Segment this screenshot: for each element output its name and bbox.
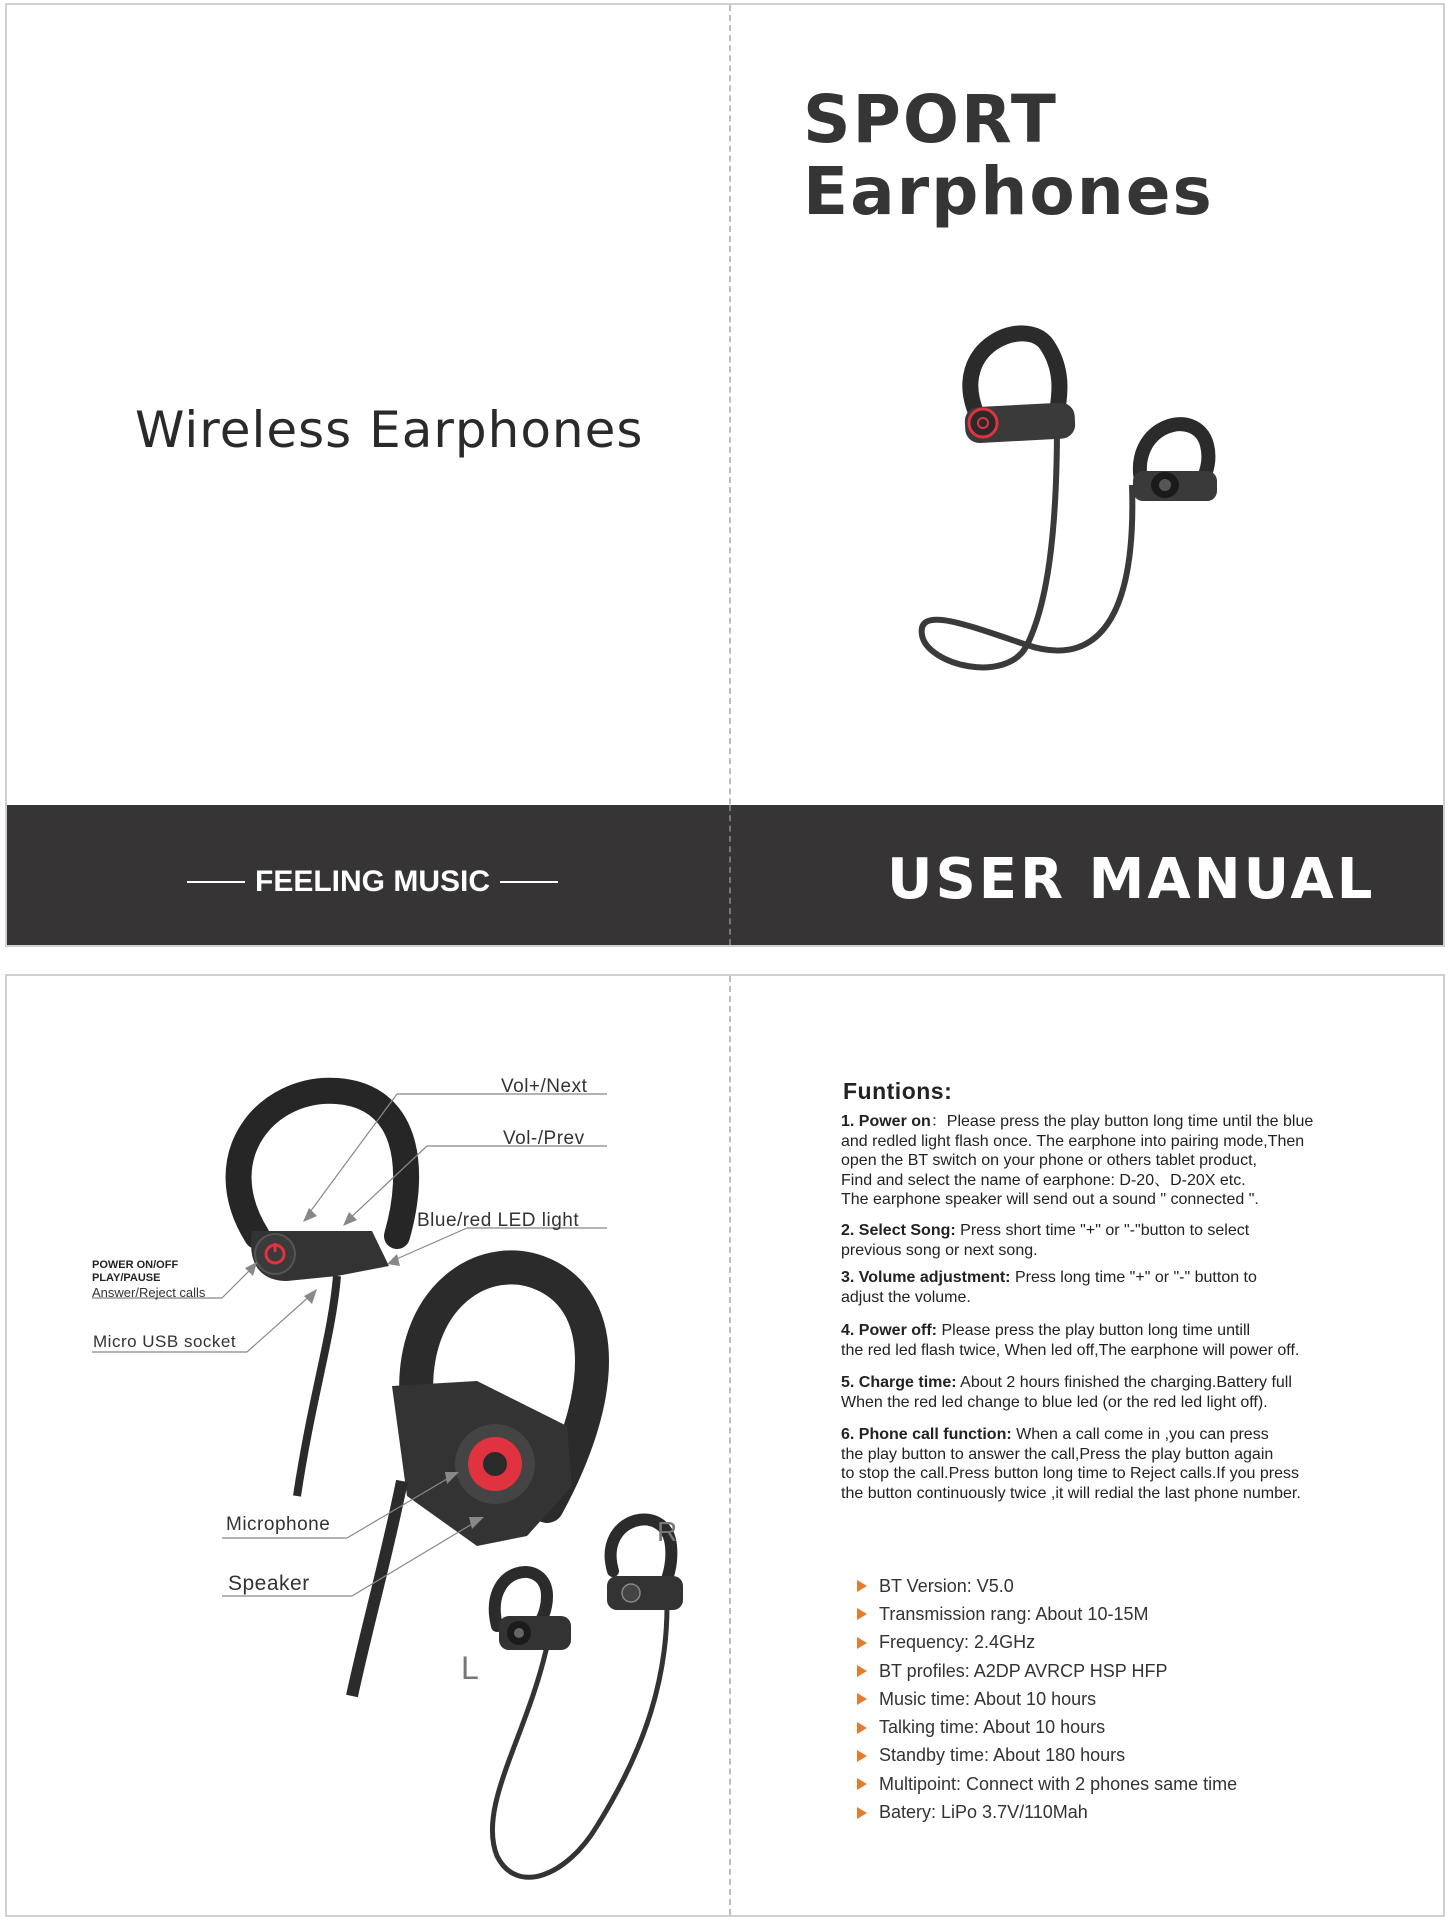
bullet-triangle-icon: [857, 1807, 867, 1819]
spec-text: Standby time: About 180 hours: [879, 1745, 1126, 1766]
right-cover-title: [803, 81, 1214, 230]
function-text: the red led flash twice, When led off,The earphone will power off.: [841, 1341, 1300, 1359]
tagline-rule-right: [500, 881, 558, 883]
function-text: to stop the call.Press button long time to Reject calls.If you press: [841, 1465, 1299, 1483]
function-item-5: [841, 1373, 1431, 1412]
function-text: ：Please press the play button long time until the blue: [930, 1113, 1314, 1130]
user-manual-title: USER MANUAL: [887, 847, 1376, 912]
spec-item: [857, 1685, 1237, 1713]
function-head: 4. Power off:: [841, 1322, 938, 1339]
earphones-product-image: [907, 305, 1237, 725]
function-text: When the red led change to blue led (or the red led light off).: [841, 1393, 1268, 1411]
function-text: The earphone speaker will send out a sound " connected ".: [841, 1191, 1259, 1209]
bullet-triangle-icon: [857, 1693, 867, 1705]
bullet-triangle-icon: [857, 1665, 867, 1677]
spec-text: Frequency: 2.4GHz: [879, 1632, 1036, 1653]
label-right: R: [657, 1516, 678, 1547]
spec-item: [857, 1657, 1237, 1685]
bullet-triangle-icon: [857, 1722, 867, 1734]
label-led: Blue/red LED light: [417, 1210, 580, 1231]
function-item-3: [841, 1268, 1431, 1307]
function-text: Press short time "+" or "-"button to select: [955, 1222, 1250, 1239]
left-cover-title: Wireless Earphones: [135, 401, 644, 459]
function-item-1: [841, 1112, 1431, 1210]
inside-sheet: [5, 974, 1445, 1917]
function-text: Please press the play button long time untill: [937, 1322, 1251, 1339]
label-play-pause: PLAY/PAUSE: [92, 1272, 161, 1284]
label-left: L: [461, 1650, 480, 1686]
spec-item: [857, 1713, 1237, 1741]
function-text: adjust the volume.: [841, 1288, 971, 1306]
bullet-triangle-icon: [857, 1637, 867, 1649]
tagline-text: FEELING MUSIC: [255, 865, 491, 898]
spec-list: [857, 1572, 1237, 1827]
tagline-rule-left: [187, 881, 245, 883]
function-text: Press long time "+" or "-" button to: [1010, 1269, 1257, 1286]
spec-text: Multipoint: Connect with 2 phones same time: [879, 1773, 1238, 1794]
label-vol-plus: Vol+/Next: [501, 1076, 588, 1097]
spec-item: [857, 1770, 1237, 1798]
cover-sheet: [5, 3, 1445, 947]
spec-text: Talking time: About 10 hours: [879, 1717, 1106, 1738]
tagline: [187, 865, 558, 899]
spec-item: [857, 1629, 1237, 1657]
bullet-triangle-icon: [857, 1608, 867, 1620]
label-usb: Micro USB socket: [93, 1332, 237, 1351]
spec-item: [857, 1600, 1237, 1628]
function-head: 2. Select Song:: [841, 1222, 956, 1239]
label-speaker: Speaker: [228, 1572, 310, 1595]
functions-title: Funtions:: [843, 1078, 953, 1104]
band-fold-line: [729, 805, 731, 945]
function-head: 3. Volume adjustment:: [841, 1269, 1011, 1286]
fold-line: [729, 976, 731, 1915]
function-text: When a call come in ,you can press: [1011, 1426, 1269, 1443]
label-microphone: Microphone: [226, 1514, 331, 1535]
function-text: About 2 hours finished the charging.Battery full: [956, 1374, 1292, 1391]
function-text: Find and select the name of earphone: D-20、D-20X etc.: [841, 1171, 1246, 1189]
function-text: previous song or next song.: [841, 1241, 1038, 1259]
bottom-band: [7, 805, 1443, 945]
function-item-2: [841, 1221, 1431, 1260]
function-item-4: [841, 1321, 1431, 1360]
spec-text: Transmission rang: About 10-15M: [879, 1603, 1149, 1624]
title-line-earphones: Earphones: [803, 153, 1214, 230]
spec-item: [857, 1798, 1237, 1826]
function-text: the button continuously twice ,it will redial the last phone number.: [841, 1484, 1301, 1502]
function-head: 5. Charge time:: [841, 1374, 957, 1391]
function-text: open the BT switch on your phone or others tablet product,: [841, 1152, 1257, 1170]
spec-item: [857, 1742, 1237, 1770]
title-line-sport: SPORT: [803, 81, 1058, 158]
earphone-diagram: [7, 976, 727, 1916]
function-head: 6. Phone call function:: [841, 1426, 1012, 1443]
spec-text: Batery: LiPo 3.7V/110Mah: [879, 1802, 1088, 1823]
spec-text: BT Version: V5.0: [879, 1575, 1014, 1596]
bullet-triangle-icon: [857, 1778, 867, 1790]
spec-text: Music time: About 10 hours: [879, 1688, 1097, 1709]
spec-item: [857, 1572, 1237, 1600]
bullet-triangle-icon: [857, 1750, 867, 1762]
label-answer-reject: Answer/Reject calls: [92, 1285, 206, 1300]
fold-line: [729, 5, 731, 945]
label-power-onoff: POWER ON/OFF: [92, 1259, 179, 1271]
bullet-triangle-icon: [857, 1580, 867, 1592]
function-head: 1. Power on: [841, 1113, 931, 1130]
function-text: the play button to answer the call,Press the play button again: [841, 1445, 1274, 1463]
function-item-6: [841, 1425, 1431, 1503]
function-text: and redled light flash once. The earphone into pairing mode,Then: [841, 1132, 1305, 1150]
label-vol-minus: Vol-/Prev: [503, 1128, 585, 1149]
spec-text: BT profiles: A2DP AVRCP HSP HFP: [879, 1660, 1168, 1681]
